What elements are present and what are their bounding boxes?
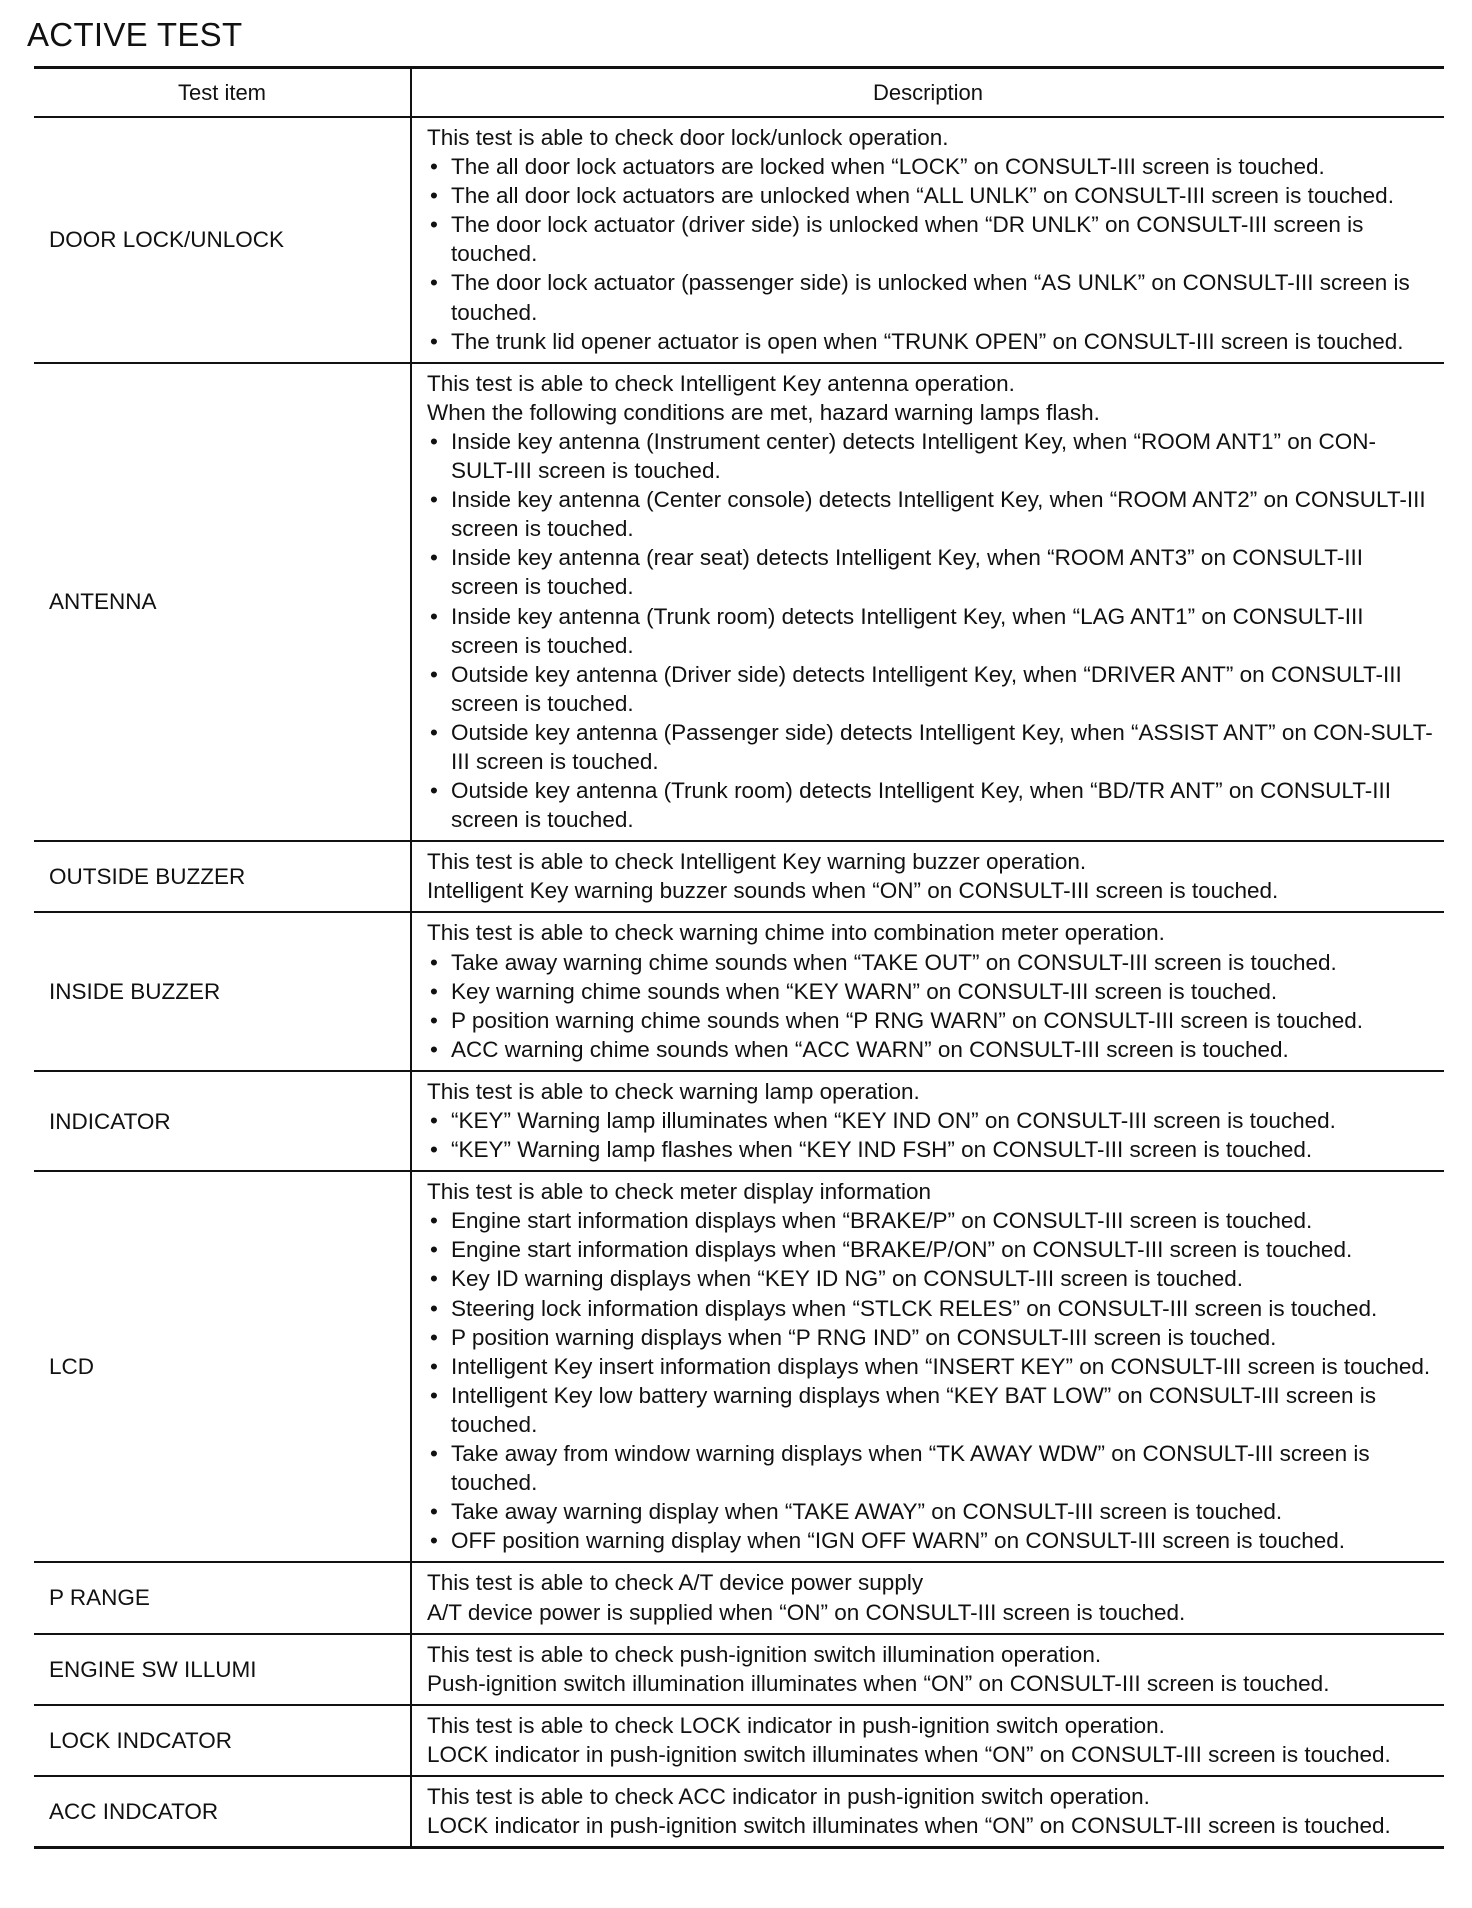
description-line: LOCK indicator in push-ignition switch illuminates when “ON” on CONSULT-III screen is touched. xyxy=(427,1741,1391,1767)
bullet-icon: • xyxy=(430,1528,438,1554)
bullet-text: Key ID warning displays when “KEY ID NG” on CONSULT-III screen is touched. xyxy=(451,1266,1243,1292)
bullet-list xyxy=(427,1106,1436,1164)
table-body xyxy=(34,117,1444,1848)
bullet-item xyxy=(427,1235,1436,1264)
bullet-item xyxy=(427,1294,1436,1323)
bullet-icon: • xyxy=(430,328,438,354)
bullet-list xyxy=(427,152,1436,356)
table-row xyxy=(34,363,1444,842)
bullet-text: Intelligent Key insert information displays when “INSERT KEY” on CONSULT-III screen is touched. xyxy=(451,1353,1431,1379)
bullet-icon: • xyxy=(430,1237,438,1263)
bullet-icon: • xyxy=(430,719,438,745)
bullet-icon: • xyxy=(430,1499,438,1525)
bullet-list xyxy=(427,427,1436,834)
bullet-item xyxy=(427,210,1436,268)
bullet-text: “KEY” Warning lamp flashes when “KEY IND FSH” on CONSULT-III screen is touched. xyxy=(451,1137,1313,1163)
description-line: This test is able to check door lock/unlock operation. xyxy=(427,125,949,150)
bullet-text: Inside key antenna (Instrument center) detects Intelligent Key, when “ROOM ANT1” on CON-SULT-III screen is touched. xyxy=(451,428,1376,484)
description-line: This test is able to check Intelligent Key warning buzzer operation. xyxy=(427,849,1087,875)
bullet-list xyxy=(427,948,1436,1064)
bullet-icon: • xyxy=(430,949,438,975)
bullet-list xyxy=(427,1206,1436,1555)
bullet-text: P position warning displays when “P RNG IND” on CONSULT-III screen is touched. xyxy=(451,1324,1277,1350)
description-line: This test is able to check Intelligent Key antenna operation. xyxy=(427,370,1015,396)
table-row xyxy=(34,912,1444,1070)
description-cell xyxy=(411,1705,1444,1776)
test-item-cell: ACC INDCATOR xyxy=(34,1776,411,1848)
bullet-item xyxy=(427,427,1436,485)
bullet-item xyxy=(427,152,1436,181)
bullet-item xyxy=(427,660,1436,718)
bullet-item xyxy=(427,1439,1436,1497)
description-cell xyxy=(411,1634,1444,1705)
description-cell xyxy=(411,912,1444,1070)
bullet-icon: • xyxy=(430,1324,438,1350)
bullet-text: Engine start information displays when “BRAKE/P” on CONSULT-III screen is touched. xyxy=(451,1208,1313,1234)
bullet-text: The door lock actuator (passenger side) is unlocked when “AS UNLK” on CONSULT-III screen is touched. xyxy=(451,270,1410,325)
description-line: This test is able to check LOCK indicator in push-ignition switch operation. xyxy=(427,1712,1165,1738)
bullet-text: Inside key antenna (Center console) detects Intelligent Key, when “ROOM ANT2” on CONSULT-III screen is touched. xyxy=(451,487,1426,542)
bullet-item xyxy=(427,543,1436,601)
bullet-icon: • xyxy=(430,428,438,454)
description-line: A/T device power is supplied when “ON” on CONSULT-III screen is touched. xyxy=(427,1599,1186,1625)
bullet-item xyxy=(427,948,1436,977)
test-item-cell: P RANGE xyxy=(34,1562,411,1633)
description-cell xyxy=(411,1171,1444,1562)
bullet-text: Take away warning display when “TAKE AWAY” on CONSULT-III screen is touched. xyxy=(451,1499,1283,1525)
bullet-text: OFF position warning display when “IGN OFF WARN” on CONSULT-III screen is touched. xyxy=(451,1528,1346,1554)
bullet-text: Inside key antenna (rear seat) detects Intelligent Key, when “ROOM ANT3” on CONSULT-III screen is touched. xyxy=(451,545,1364,600)
description-line: Intelligent Key warning buzzer sounds when “ON” on CONSULT-III screen is touched. xyxy=(427,878,1279,904)
description-cell xyxy=(411,1071,1444,1171)
table-row xyxy=(34,1776,1444,1848)
bullet-item xyxy=(427,1323,1436,1352)
table-header-row xyxy=(34,68,1444,118)
bullet-item xyxy=(427,485,1436,543)
table-row xyxy=(34,1071,1444,1171)
bullet-item xyxy=(427,1206,1436,1235)
bullet-icon: • xyxy=(430,545,438,571)
bullet-icon: • xyxy=(430,1353,438,1379)
bullet-item xyxy=(427,1497,1436,1526)
table-row xyxy=(34,1171,1444,1562)
description-line: This test is able to check meter display information xyxy=(427,1179,931,1205)
description-line: LOCK indicator in push-ignition switch illuminates when “ON” on CONSULT-III screen is touched. xyxy=(427,1813,1391,1839)
bullet-text: The trunk lid opener actuator is open when “TRUNK OPEN” on CONSULT-III screen is touched. xyxy=(451,328,1404,354)
description-cell xyxy=(411,117,1444,363)
bullet-text: P position warning chime sounds when “P RNG WARN” on CONSULT-III screen is touched. xyxy=(451,1007,1364,1033)
bullet-item xyxy=(427,181,1436,210)
bullet-item xyxy=(427,1006,1436,1035)
description-line: This test is able to check A/T device power supply xyxy=(427,1570,924,1596)
bullet-icon: • xyxy=(430,978,438,1004)
bullet-text: ACC warning chime sounds when “ACC WARN” on CONSULT-III screen is touched. xyxy=(451,1036,1289,1062)
description-line: When the following conditions are met, hazard warning lamps flash. xyxy=(427,399,1100,425)
bullet-item xyxy=(427,1135,1436,1164)
table-row xyxy=(34,1705,1444,1776)
bullet-text: Steering lock information displays when “STLCK RELES” on CONSULT-III screen is touched. xyxy=(451,1295,1378,1321)
bullet-text: The door lock actuator (driver side) is unlocked when “DR UNLK” on CONSULT-III screen is touched. xyxy=(451,212,1364,267)
bullet-text: Outside key antenna (Trunk room) detects Intelligent Key, when “BD/TR ANT” on CONSULT-III screen is touched. xyxy=(451,778,1391,833)
test-item-cell: ANTENNA xyxy=(34,363,411,842)
bullet-icon: • xyxy=(430,1208,438,1234)
bullet-item xyxy=(427,1381,1436,1439)
description-line: This test is able to check ACC indicator in push-ignition switch operation. xyxy=(427,1783,1150,1809)
description-cell xyxy=(411,1776,1444,1848)
description-line: Push-ignition switch illumination illuminates when “ON” on CONSULT-III screen is touched. xyxy=(427,1670,1330,1696)
bullet-icon: • xyxy=(430,1382,438,1408)
bullet-text: “KEY” Warning lamp illuminates when “KEY IND ON” on CONSULT-III screen is touched. xyxy=(451,1108,1336,1133)
bullet-icon: • xyxy=(430,1007,438,1033)
bullet-item xyxy=(427,602,1436,660)
description-line: This test is able to check warning lamp operation. xyxy=(427,1078,920,1104)
bullet-text: The all door lock actuators are unlocked when “ALL UNLK” on CONSULT-III screen is touched. xyxy=(451,183,1394,209)
test-item-cell: INDICATOR xyxy=(34,1071,411,1171)
bullet-item xyxy=(427,1352,1436,1381)
bullet-icon: • xyxy=(430,212,438,238)
test-item-cell: LCD xyxy=(34,1171,411,1562)
bullet-item xyxy=(427,1264,1436,1293)
test-item-cell: ENGINE SW ILLUMI xyxy=(34,1634,411,1705)
description-line: This test is able to check push-ignition switch illumination operation. xyxy=(427,1641,1102,1667)
bullet-icon: • xyxy=(430,183,438,209)
bullet-icon: • xyxy=(430,1295,438,1321)
bullet-item xyxy=(427,327,1436,356)
header-description: Description xyxy=(411,68,1444,118)
active-test-table xyxy=(34,66,1444,1849)
bullet-text: The all door lock actuators are locked when “LOCK” on CONSULT-III screen is touched. xyxy=(451,154,1325,180)
bullet-text: Take away from window warning displays when “TK AWAY WDW” on CONSULT-III screen is touched. xyxy=(451,1441,1370,1496)
bullet-icon: • xyxy=(430,270,438,296)
bullet-icon: • xyxy=(430,661,438,687)
description-cell xyxy=(411,1562,1444,1633)
bullet-icon: • xyxy=(430,154,438,180)
bullet-icon: • xyxy=(430,1441,438,1467)
header-test-item: Test item xyxy=(34,68,411,118)
table-row xyxy=(34,1562,1444,1633)
description-cell xyxy=(411,363,1444,842)
description-cell xyxy=(411,841,1444,912)
bullet-item xyxy=(427,1526,1436,1555)
test-item-cell: OUTSIDE BUZZER xyxy=(34,841,411,912)
bullet-text: Key warning chime sounds when “KEY WARN” on CONSULT-III screen is touched. xyxy=(451,978,1278,1004)
bullet-text: Outside key antenna (Driver side) detects Intelligent Key, when “DRIVER ANT” on CONSULT-III screen is touched. xyxy=(451,661,1402,716)
bullet-icon: • xyxy=(430,1108,438,1133)
bullet-item xyxy=(427,1106,1436,1135)
page-title: ACTIVE TEST xyxy=(27,16,243,53)
bullet-item xyxy=(427,776,1436,834)
bullet-item xyxy=(427,268,1436,326)
bullet-item xyxy=(427,1035,1436,1064)
bullet-icon: • xyxy=(430,603,438,629)
bullet-text: Inside key antenna (Trunk room) detects Intelligent Key, when “LAG ANT1” on CONSULT-III screen is touched. xyxy=(451,603,1364,658)
table-row xyxy=(34,117,1444,363)
bullet-text: Engine start information displays when “BRAKE/P/ON” on CONSULT-III screen is touched. xyxy=(451,1237,1353,1263)
bullet-item xyxy=(427,977,1436,1006)
table-row xyxy=(34,1634,1444,1705)
bullet-icon: • xyxy=(430,1266,438,1292)
test-item-cell: LOCK INDCATOR xyxy=(34,1705,411,1776)
bullet-text: Take away warning chime sounds when “TAKE OUT” on CONSULT-III screen is touched. xyxy=(451,949,1337,975)
test-item-cell: DOOR LOCK/UNLOCK xyxy=(34,117,411,363)
test-item-cell: INSIDE BUZZER xyxy=(34,912,411,1070)
bullet-text: Intelligent Key low battery warning displays when “KEY BAT LOW” on CONSULT-III screen is touched. xyxy=(451,1382,1376,1437)
bullet-text: Outside key antenna (Passenger side) detects Intelligent Key, when “ASSIST ANT” on CON-SULT-III screen is touched. xyxy=(451,719,1433,774)
bullet-item xyxy=(427,718,1436,776)
bullet-icon: • xyxy=(430,1036,438,1062)
bullet-icon: • xyxy=(430,778,438,804)
bullet-icon: • xyxy=(430,1137,438,1163)
bullet-icon: • xyxy=(430,487,438,513)
table-row xyxy=(34,841,1444,912)
description-line: This test is able to check warning chime into combination meter operation. xyxy=(427,920,1165,946)
